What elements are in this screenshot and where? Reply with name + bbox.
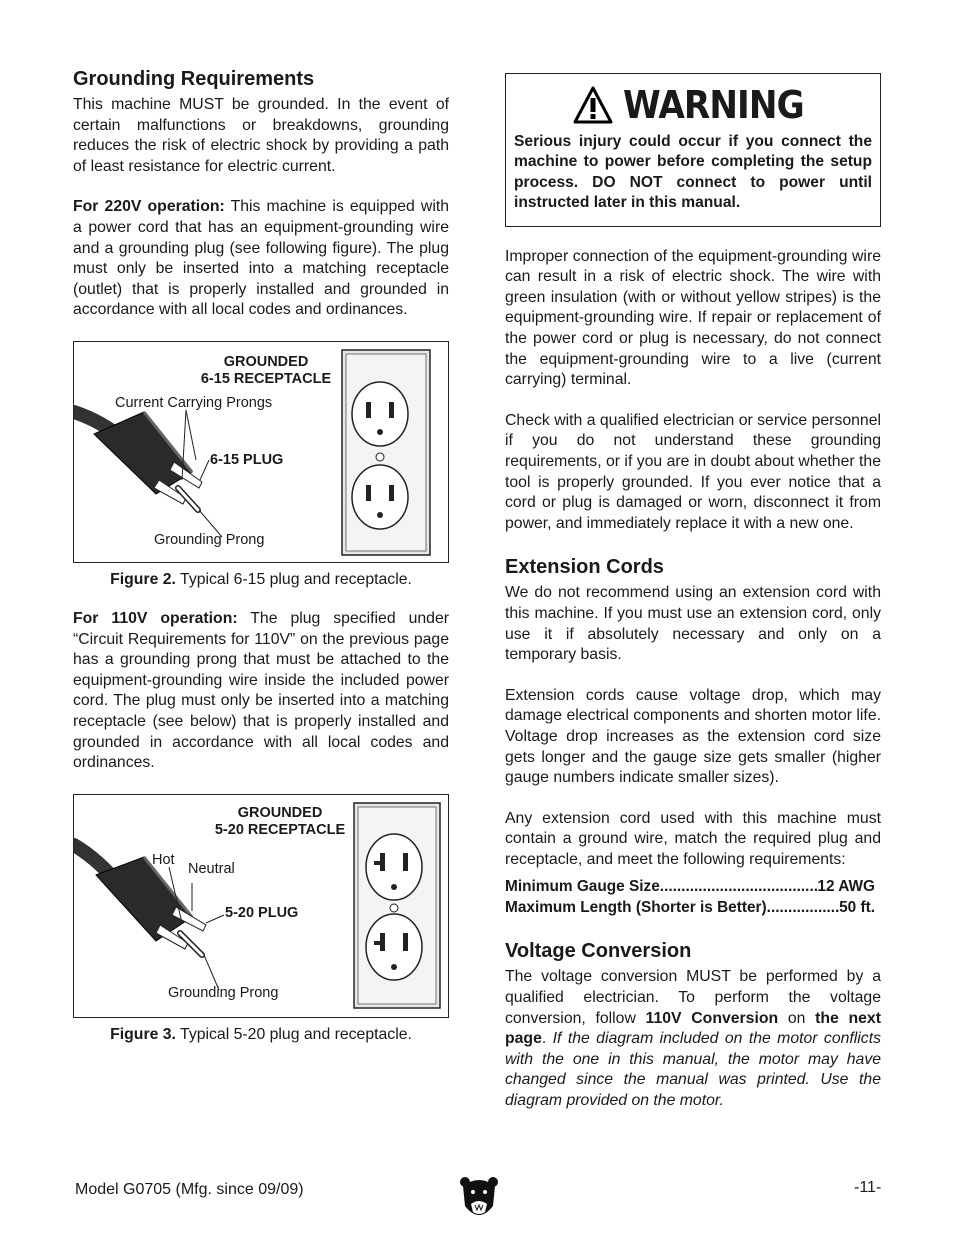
warning-triangle-icon — [573, 86, 613, 124]
figure-3 — [73, 794, 449, 1018]
left-column — [73, 66, 449, 1064]
fig2-caption — [73, 571, 449, 589]
fig2-receptacle-label-line2: 6-15 RECEPTACLE — [200, 370, 332, 387]
spec-dots — [767, 897, 839, 918]
fig3-receptacle-label — [200, 805, 360, 839]
p220-text: This machine is equipped with a power cord that has an equipment-grounding wire and a grounding plug (see following figure). The plug must only be inserted into a matching receptacle (outlet) that is properly installed and grounded in accordance with all local codes and ordinances. — [73, 198, 450, 319]
voltage-link-110v: 110V Conversion — [645, 1009, 779, 1027]
warning-box — [505, 73, 881, 227]
fig2-plug-label: 6-15 PLUG — [210, 451, 284, 468]
warning-header — [514, 84, 872, 126]
fig2-caption-text: Typical 6-15 plug and receptacle. — [175, 570, 412, 588]
grizzly-bear-logo-icon — [459, 1174, 499, 1224]
p110-paragraph — [73, 609, 449, 774]
p110-lead: For 110V operation: — [73, 609, 238, 627]
spec-min-gauge — [505, 876, 881, 897]
voltage-text-c: on — [778, 1009, 816, 1027]
spec-max-length-value: 50 ft. — [839, 899, 875, 917]
figure-2 — [73, 341, 449, 563]
fig3-neutral-label: Neutral — [188, 860, 235, 877]
right-column — [505, 66, 881, 1132]
p110-text: The plug specified under “Circuit Requirements for 110V” on the previous page has a grounding prong that must be attached to the equipment-grounding wire inside the included power cord. The plug must only be inserted into a matching receptacle (see below) that is properly installed and grounded in accordance with all local codes and ordinances. — [73, 609, 449, 772]
fig2-receptacle-label — [186, 354, 346, 388]
fig3-hot-label: Hot — [152, 851, 175, 868]
spec-min-gauge-label: Minimum Gauge Size — [505, 878, 660, 896]
fig2-caption-num: Figure 2. — [110, 570, 176, 588]
spec-dots — [660, 876, 818, 897]
fig2-receptacle-label-line1: GROUNDED — [223, 353, 309, 370]
voltage-note: If the diagram included on the motor conflicts with the one in this manual, the motor may have changed since the manual was printed. Use the diagram provided on the motor. — [505, 1030, 881, 1110]
warning-title: WARNING — [622, 83, 804, 127]
fig3-caption-text: Typical 5-20 plug and receptacle. — [175, 1025, 412, 1043]
grounding-wire-paragraph: Improper connection of the equipment-grounding wire can result in a risk of electric shock. The wire with green insulation (with or without yellow stripes) is the equipment-grounding wire. If repair or replacement of the power cord or plug is necessary, do not connect the equipment-grounding wire to a live (current carrying) terminal. — [505, 247, 881, 389]
fig2-ground-label: Grounding Prong — [154, 531, 265, 548]
p220-paragraph — [73, 197, 449, 321]
voltage-paragraph — [505, 967, 881, 1111]
fig3-receptacle-label-line1: GROUNDED — [237, 804, 323, 821]
electrician-paragraph: Check with a qualified electrician or service personnel if you do not understand these grounding requirements, or if you are in doubt about whether the tool is properly grounded. If you ever notice that a cord or plug is damaged or worn, disconnect it from power, and immediately replace it with a new one. — [505, 411, 881, 532]
grounding-heading: Grounding Requirements — [73, 68, 315, 90]
fig3-receptacle-label-line2: 5-20 RECEPTACLE — [214, 821, 346, 838]
spec-max-length-label: Maximum Length (Shorter is Better) — [505, 899, 767, 917]
fig3-caption-num: Figure 3. — [110, 1025, 176, 1043]
spec-min-gauge-value: 12 AWG — [817, 878, 875, 896]
warning-text: Serious injury could occur if you connect the machine to power before completing the setup process. DO NOT connect to power until instructed later in this manual. — [514, 133, 872, 212]
extension-p3: Any extension cord used with this machine must contain a ground wire, match the required plug and receptacle, and meet the following requirements: — [505, 809, 881, 868]
extension-p2: Extension cords cause voltage drop, which may damage electrical components and shorten motor life. Voltage drop increases as the extension cord size gets longer and the gauge size gets smaller (higher gauge numbers indicate smaller sizes). — [505, 686, 881, 787]
voltage-text-e: . — [541, 1030, 553, 1048]
voltage-text-a: The voltage conversion MUST be performed by a qualified electrician. To perform the voltage conversion, follow — [505, 968, 881, 1027]
fig3-ground-label: Grounding Prong — [168, 984, 279, 1001]
extension-p1: We do not recommend using an extension cord with this machine. If you must use an extension cord, only use it if absolutely necessary and only on a temporary basis. — [505, 584, 881, 664]
fig3-plug-label: 5-20 PLUG — [225, 904, 299, 921]
grounding-intro: This machine MUST be grounded. In the event of certain malfunctions or breakdowns, grounding reduces the risk of electric shock by providing a path of least resistance for electric current. — [73, 96, 449, 175]
extension-heading: Extension Cords — [505, 556, 664, 579]
fig2-prongs-label: Current Carrying Prongs — [115, 394, 273, 411]
p220-lead: For 220V operation: — [73, 198, 225, 216]
voltage-next-page: the next page — [505, 1009, 881, 1048]
fig3-caption — [73, 1026, 449, 1044]
voltage-heading: Voltage Conversion — [505, 940, 692, 963]
footer-model: Model G0705 (Mfg. since 09/09) — [75, 1181, 304, 1198]
footer-page-number: -11- — [854, 1179, 882, 1196]
spec-max-length — [505, 897, 881, 918]
